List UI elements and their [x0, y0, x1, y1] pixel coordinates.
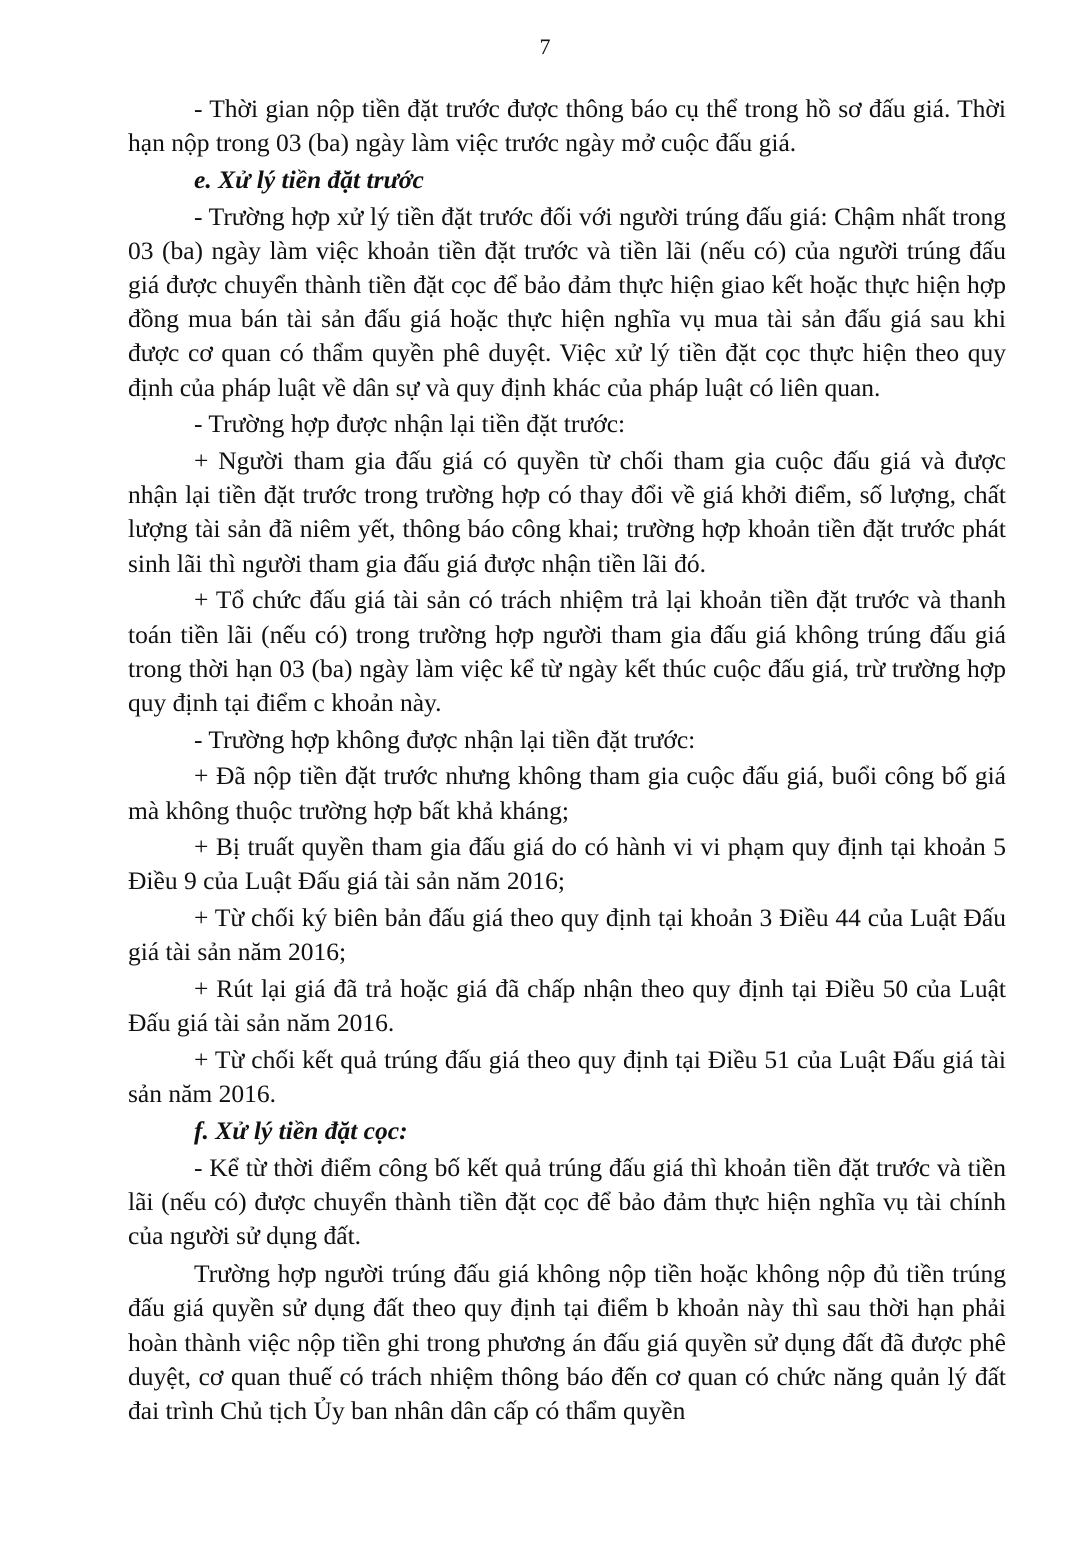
- list-item-no-refund-3: + Từ chối ký biên bản đấu giá theo quy định tại khoản 3 Điều 44 của Luật Đấu giá tài sản năm 2016;: [128, 903, 1006, 967]
- list-item-refund-2: + Tổ chức đấu giá tài sản có trách nhiệm trả lại khoản tiền đặt trước và thanh toán tiền lãi (nếu có) trong trường hợp người tham gia đấu giá không trúng đấu giá trong thời hạn 03 (ba) ngày làm việc kể từ ngày kết thúc cuộc đấu giá, trừ trường hợp quy định tại điểm c khoản này.: [128, 585, 1006, 717]
- section-heading-e: e. Xử lý tiền đặt trước: [194, 164, 424, 194]
- paragraph-nonpayment: Trường hợp người trúng đấu giá không nộp tiền hoặc không nộp đủ tiền trúng đấu giá quyền sử dụng đất theo quy định tại điểm b khoản này thì sau thời hạn phải hoàn thành việc nộp tiền ghi trong phương án đấu giá quyền sử dụng đất đã được phê duyệt, cơ quan thuế có trách nhiệm thông báo đến cơ quan có chức năng quản lý đất đai trình Chủ tịch Ủy ban nhân dân cấp có thẩm quyền: [128, 1259, 1006, 1426]
- list-item-no-refund-1: + Đã nộp tiền đặt trước nhưng không tham gia cuộc đấu giá, buổi công bố giá mà không thuộc trường hợp bất khả kháng;: [128, 761, 1006, 825]
- list-item-no-refund-4: + Rút lại giá đã trả hoặc giá đã chấp nhận theo quy định tại Điều 50 của Luật Đấu giá tài sản năm 2016.: [128, 974, 1006, 1038]
- list-item-no-refund-5: + Từ chối kết quả trúng đấu giá theo quy định tại Điều 51 của Luật Đấu giá tài sản năm 2016.: [128, 1044, 1006, 1109]
- paragraph-no-refund-cases: - Trường hợp không được nhận lại tiền đặt trước:: [194, 724, 696, 754]
- paragraph-refund-cases: - Trường hợp được nhận lại tiền đặt trước:: [194, 409, 626, 439]
- list-item-refund-1: + Người tham gia đấu giá có quyền từ chối tham gia cuộc đấu giá và được nhận lại tiền đặt trước trong trường hợp có thay đổi về giá khởi điểm, số lượng, chất lượng tài sản đã niêm yết, thông báo công khai; trường hợp khoản tiền đặt trước phát sinh lãi thì người tham gia đấu giá được nhận tiền lãi đó.: [128, 446, 1006, 578]
- page-number: 7: [539, 34, 551, 59]
- paragraph-deposit-time: - Thời gian nộp tiền đặt trước được thông báo cụ thể trong hồ sơ đấu giá. Thời hạn nộp trong 03 (ba) ngày làm việc trước ngày mở cuộc đấu giá.: [128, 94, 1006, 158]
- list-item-no-refund-2: + Bị truất quyền tham gia đấu giá do có hành vi vi phạm quy định tại khoản 5 Điều 9 của Luật Đấu giá tài sản năm 2016;: [128, 832, 1006, 896]
- section-heading-f: f. Xử lý tiền đặt cọc:: [194, 1115, 408, 1145]
- document-body: [128, 92, 1006, 1431]
- paragraph-deposit-conversion: - Kể từ thời điểm công bố kết quả trúng đấu giá thì khoản tiền đặt trước và tiền lãi (nếu có) được chuyển thành tiền đặt cọc để bảo đảm thực hiện nghĩa vụ tài chính của người sử dụng đất.: [128, 1152, 1006, 1250]
- paragraph-deposit-winner: - Trường hợp xử lý tiền đặt trước đối với người trúng đấu giá: Chậm nhất trong 03 (ba) ngày làm việc khoản tiền đặt trước và tiền lãi (nếu có) của người trúng đấu giá được chuyển thành tiền đặt cọc để bảo đảm thực hiện giao kết hoặc thực hiện hợp đồng mua bán tài sản đấu giá hoặc thực hiện nghĩa vụ mua tài sản đấu giá sau khi được cơ quan có thẩm quyền phê duyệt. Việc xử lý tiền đặt cọc thực hiện theo quy định của pháp luật về dân sự và quy định khác của pháp luật có liên quan.: [128, 201, 1006, 402]
